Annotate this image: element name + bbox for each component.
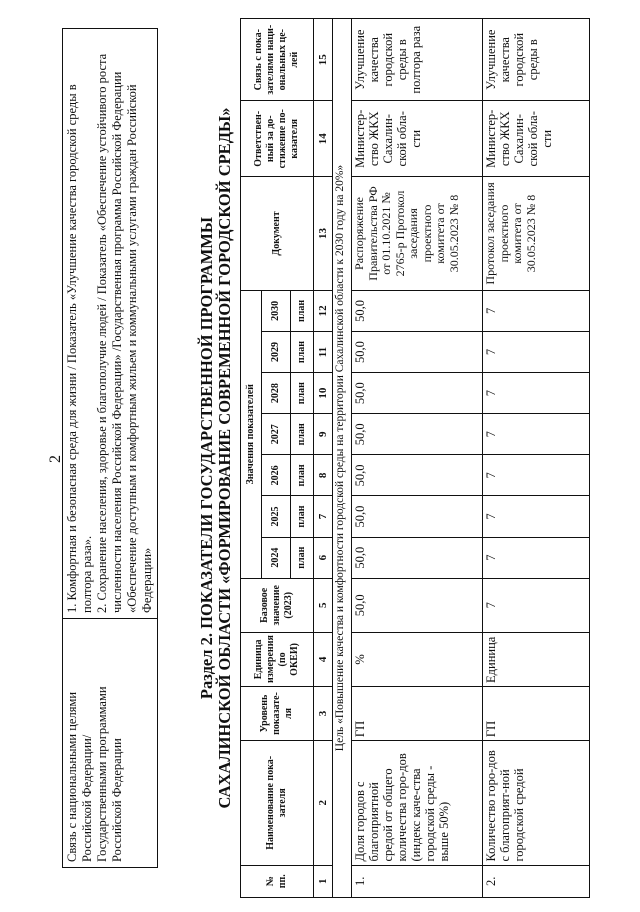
- rotated-landscape-page: [62, 18, 634, 898]
- row-value: 7: [483, 537, 590, 578]
- column-number: 5: [314, 578, 333, 632]
- indicators-table-wrap: [240, 18, 590, 898]
- header-link: Связь с пока-зателями наци-ональных це-лей: [241, 19, 314, 101]
- goals-text-line: численности населения Российской Федерации» /Государственная программа Российской Федерации: [110, 71, 124, 613]
- national-goals-table: [62, 28, 158, 868]
- goals-text-line: 2. Сохранение населения, здоровье и благополучие людей / Показатель «Обеспечение устойчивого роста: [95, 53, 109, 613]
- row-value: 50,0: [352, 331, 483, 372]
- header-plan: план: [291, 455, 314, 496]
- column-number: 15: [314, 19, 333, 101]
- row-link: Улучшение качества городской среды в полтора раза: [352, 19, 483, 101]
- row-value: 7: [483, 290, 590, 331]
- column-number: 2: [314, 741, 333, 865]
- row-unit: %: [352, 632, 483, 686]
- column-number: 4: [314, 632, 333, 686]
- column-number: 11: [314, 331, 333, 372]
- header-base: Базовое значение (2023): [241, 578, 314, 632]
- header-year: 2025: [262, 496, 291, 537]
- header-plan: план: [291, 290, 314, 331]
- row-no: 1.: [352, 865, 483, 897]
- header-values-group: Значения показателей: [241, 290, 262, 578]
- header-year: 2027: [262, 414, 291, 455]
- national-goals-label: [63, 619, 158, 868]
- header-year: 2028: [262, 373, 291, 414]
- row-value: 7: [483, 455, 590, 496]
- row-value: 50,0: [352, 290, 483, 331]
- page-number: 2: [47, 455, 64, 463]
- table-row: [352, 19, 483, 898]
- row-level: ГП: [352, 686, 483, 740]
- header-plan: план: [291, 373, 314, 414]
- goals-text-line: Федерации»: [140, 547, 154, 613]
- goals-text-line: «Обеспечение доступным и комфортным жильем и коммунальными услугами граждан Российской: [125, 84, 139, 613]
- national-goals-box: [62, 28, 156, 868]
- section-title: [198, 78, 234, 838]
- header-no: № пп.: [241, 865, 314, 897]
- column-number: 13: [314, 177, 333, 291]
- header-responsible: Ответствен-ный за до-стижение по-казателя: [241, 101, 314, 177]
- row-unit: Единица: [483, 632, 590, 686]
- row-value: 50,0: [352, 414, 483, 455]
- column-number: 6: [314, 537, 333, 578]
- row-value: 7: [483, 331, 590, 372]
- goal-row-text: Цель «Повышение качества и комфортности городской среды на территории Сахалинской области к 2030 году на 20%»: [333, 19, 352, 898]
- header-plan: план: [291, 331, 314, 372]
- row-value: 7: [483, 414, 590, 455]
- header-plan: план: [291, 537, 314, 578]
- column-number: 10: [314, 373, 333, 414]
- column-number: 14: [314, 101, 333, 177]
- section-title-line-2: САХАЛИНСКОЙ ОБЛАСТИ «ФОРМИРОВАНИЕ СОВРЕМЕННОЙ ГОРОДСКОЙ СРЕДЫ»: [215, 107, 234, 809]
- row-level: ГП: [483, 686, 590, 740]
- column-number: 9: [314, 414, 333, 455]
- goals-label-line: Связь с национальными целями: [65, 691, 79, 862]
- row-base: 7: [483, 578, 590, 632]
- goal-row: [333, 19, 352, 898]
- row-document: Распоряжение Правительства РФ от 01.10.2021 № 2765-р Протокол заседания проектного комитета от 30.05.2023 № 8: [352, 177, 483, 291]
- section-title-line-1: Раздел 2. ПОКАЗАТЕЛИ ГОСУДАРСТВЕННОЙ ПРОГРАММЫ: [197, 216, 216, 700]
- column-number: 1: [314, 865, 333, 897]
- column-number: 7: [314, 496, 333, 537]
- row-value: 7: [483, 373, 590, 414]
- header-document: Документ: [241, 177, 314, 291]
- row-base: 50,0: [352, 578, 483, 632]
- goals-label-line: Российской Федерации: [110, 738, 124, 862]
- row-responsible: Министер-ство ЖКХ Сахалин-ской обла-сти: [483, 101, 590, 177]
- row-name: Доля городов с благоприятной средой от общего количества горо-дов (индекс каче-ства городской среды - выше 50%): [352, 741, 483, 865]
- column-number: 8: [314, 455, 333, 496]
- row-name: Количество горо-дов с благоприят-ной городской средой: [483, 741, 590, 865]
- header-plan: план: [291, 414, 314, 455]
- row-no: 2.: [483, 865, 590, 897]
- column-number: 3: [314, 686, 333, 740]
- row-value: 50,0: [352, 496, 483, 537]
- indicators-table: [240, 18, 590, 898]
- goals-label-line: Государственными программами: [95, 686, 109, 862]
- row-value: 50,0: [352, 373, 483, 414]
- header-year: 2030: [262, 290, 291, 331]
- row-link: Улучшение качества городской среды в: [483, 19, 590, 101]
- goals-text-line: 1. Комфортная и безопасная среда для жизни / Показатель «Улучшение качества городской среды в: [65, 84, 79, 613]
- header-unit: Единица измерения (по ОКЕИ): [241, 632, 314, 686]
- header-level: Уровень показате-ля: [241, 686, 314, 740]
- header-year: 2029: [262, 331, 291, 372]
- header-year: 2024: [262, 537, 291, 578]
- row-responsible: Министер-ство ЖКХ Сахалин-ской обла-сти: [352, 101, 483, 177]
- table-row: [483, 19, 590, 898]
- header-plan: план: [291, 496, 314, 537]
- column-number-row: [314, 19, 333, 898]
- row-document: Протокол заседания проектного комитета от 30.05.2023 № 8: [483, 177, 590, 291]
- row-value: 50,0: [352, 537, 483, 578]
- column-number: 12: [314, 290, 333, 331]
- national-goals-text: [63, 29, 158, 619]
- row-value: 7: [483, 496, 590, 537]
- goals-label-line: Российской Федерации/: [80, 734, 94, 862]
- header-name: Наименование пока-зателя: [241, 741, 314, 865]
- goals-text-line: полтора раза».: [80, 535, 94, 613]
- header-year: 2026: [262, 455, 291, 496]
- row-value: 50,0: [352, 455, 483, 496]
